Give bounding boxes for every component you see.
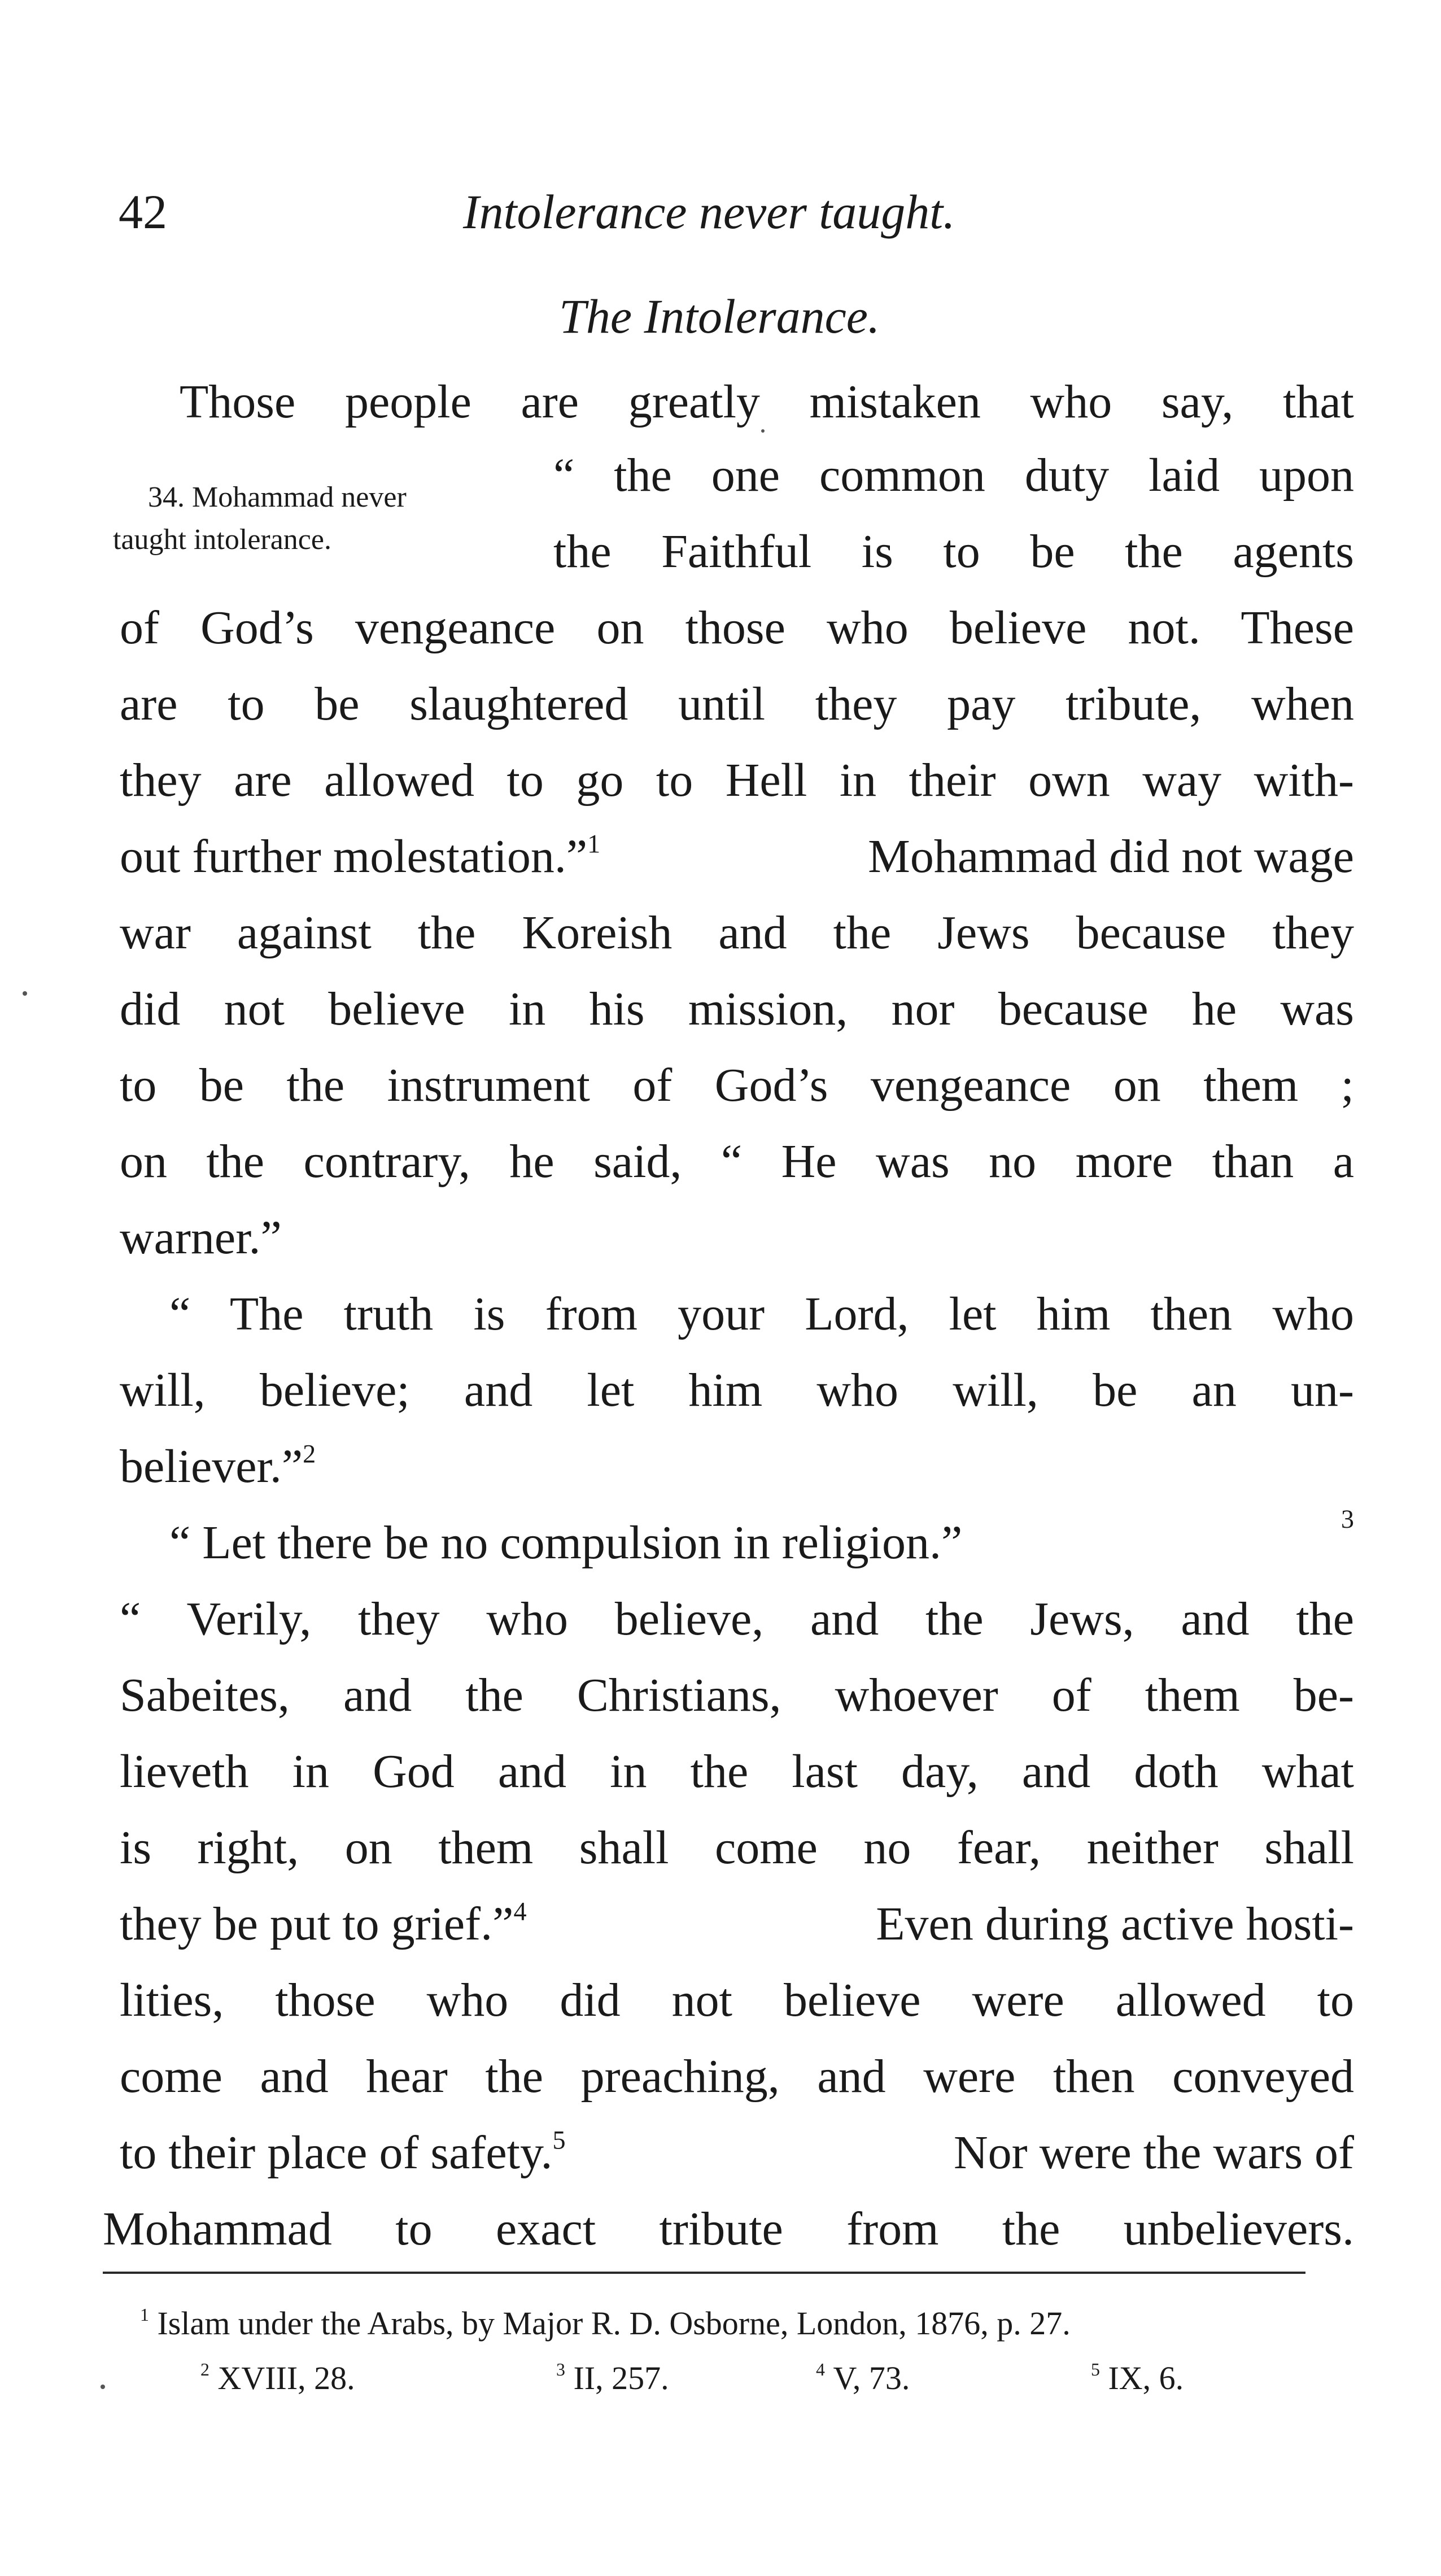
footnote-3-mark: 3 [556, 2360, 565, 2380]
footnote-5 [1091, 2362, 1184, 2395]
footnote-1-mark: 1 [140, 2305, 149, 2325]
footnote-3 [556, 2362, 669, 2395]
body-line-24-end: Nor were the wars of [953, 2126, 1354, 2179]
print-speck [23, 991, 27, 996]
note-mark-4: 4 [513, 1897, 527, 1926]
footnote-4-mark: 4 [816, 2360, 825, 2380]
body-line-6: they are allowed to go to Hell in their own way with- [120, 754, 1354, 807]
footnote-rule [103, 2272, 1305, 2274]
body-line-15 [120, 1439, 316, 1493]
body-line-13: “ The truth is from your Lord, let him then who [169, 1288, 1354, 1340]
body-line-11: on the contrary, he said, “ He was no more than a [120, 1135, 1354, 1188]
footnote-2-text: XVIII, 28. [217, 2360, 355, 2396]
note-mark-2: 2 [303, 1439, 316, 1468]
page-number: 42 [119, 185, 167, 239]
footnote-4-text: V, 73. [833, 2360, 910, 2396]
footnote-1 [140, 2307, 1071, 2340]
body-line-19: lieveth in God and in the last day, and doth what [120, 1745, 1354, 1798]
body-line-25: Mohammad to exact tribute from the unbelievers. [103, 2203, 1354, 2255]
section-title: The Intolerance. [559, 289, 880, 343]
body-line-10: to be the instrument of God’s vengeance on them ; [120, 1059, 1354, 1112]
sidenote-line-1: 34. Mohammad never [148, 481, 407, 513]
note-mark-3: 3 [1340, 1505, 1354, 1533]
running-title: Intolerance never taught. [463, 185, 955, 239]
body-line-4: of God’s vengeance on those who believe not. These [120, 601, 1354, 654]
body-line-16-text: “ Let there be no compulsion in religion.” [169, 1516, 963, 1569]
footnote-3-text: II, 257. [573, 2360, 669, 2396]
footnote-5-mark: 5 [1091, 2360, 1100, 2380]
body-line-21 [120, 1897, 1354, 1950]
body-line-12: warner.” [120, 1211, 282, 1264]
note-mark-5: 5 [552, 2125, 566, 2155]
body-line-1: Those people are greatly mistaken who say, that [180, 376, 1354, 428]
body-line-7-end: Mohammad did not wage [868, 830, 1354, 883]
body-line-7-start [120, 829, 601, 883]
footnote-2 [200, 2362, 355, 2395]
footnote-1-text: Islam under the Arabs, by Major R. D. Osborne, London, 1876, p. 27. [157, 2305, 1071, 2342]
body-line-9: did not believe in his mission, nor because he was [120, 983, 1354, 1035]
body-line-22: lities, those who did not believe were allowed to [120, 1974, 1354, 2026]
print-speck [761, 429, 765, 433]
note-mark-1: 1 [587, 829, 601, 858]
body-line-7-text: out further molestation.” [120, 830, 588, 883]
body-line-7 [120, 829, 1354, 883]
body-line-21-start [120, 1897, 527, 1950]
print-speck [101, 2385, 105, 2389]
footnote-2-mark: 2 [200, 2360, 209, 2380]
body-line-3: the Faithful is to be the agents [553, 525, 1354, 578]
body-line-21-end: Even during active hosti- [876, 1898, 1354, 1950]
sidenote-line-2: taught intolerance. [113, 524, 331, 556]
body-line-20: is right, on them shall come no fear, neither shall [120, 1821, 1354, 1874]
body-line-2: “ the one common duty laid upon [553, 449, 1354, 502]
body-line-24-start [120, 2125, 566, 2179]
body-line-17: “ Verily, they who believe, and the Jews, and the [120, 1593, 1354, 1645]
body-line-24 [120, 2125, 1354, 2179]
body-line-14: will, believe; and let him who will, be an un- [120, 1364, 1354, 1416]
footnote-5-text: IX, 6. [1108, 2360, 1184, 2396]
body-line-21-text: they be put to grief.” [120, 1898, 514, 1950]
body-line-23: come and hear the preaching, and were then conveyed [120, 2050, 1354, 2103]
body-line-5: are to be slaughtered until they pay tribute, when [120, 678, 1354, 730]
body-line-8: war against the Koreish and the Jews because they [120, 906, 1354, 959]
footnote-4 [816, 2362, 910, 2395]
body-line-24-text: to their place of safety. [120, 2126, 553, 2179]
body-line-16 [169, 1505, 1354, 1569]
body-line-15-text: believer.” [120, 1440, 303, 1493]
body-line-18: Sabeites, and the Christians, whoever of them be- [120, 1669, 1354, 1721]
